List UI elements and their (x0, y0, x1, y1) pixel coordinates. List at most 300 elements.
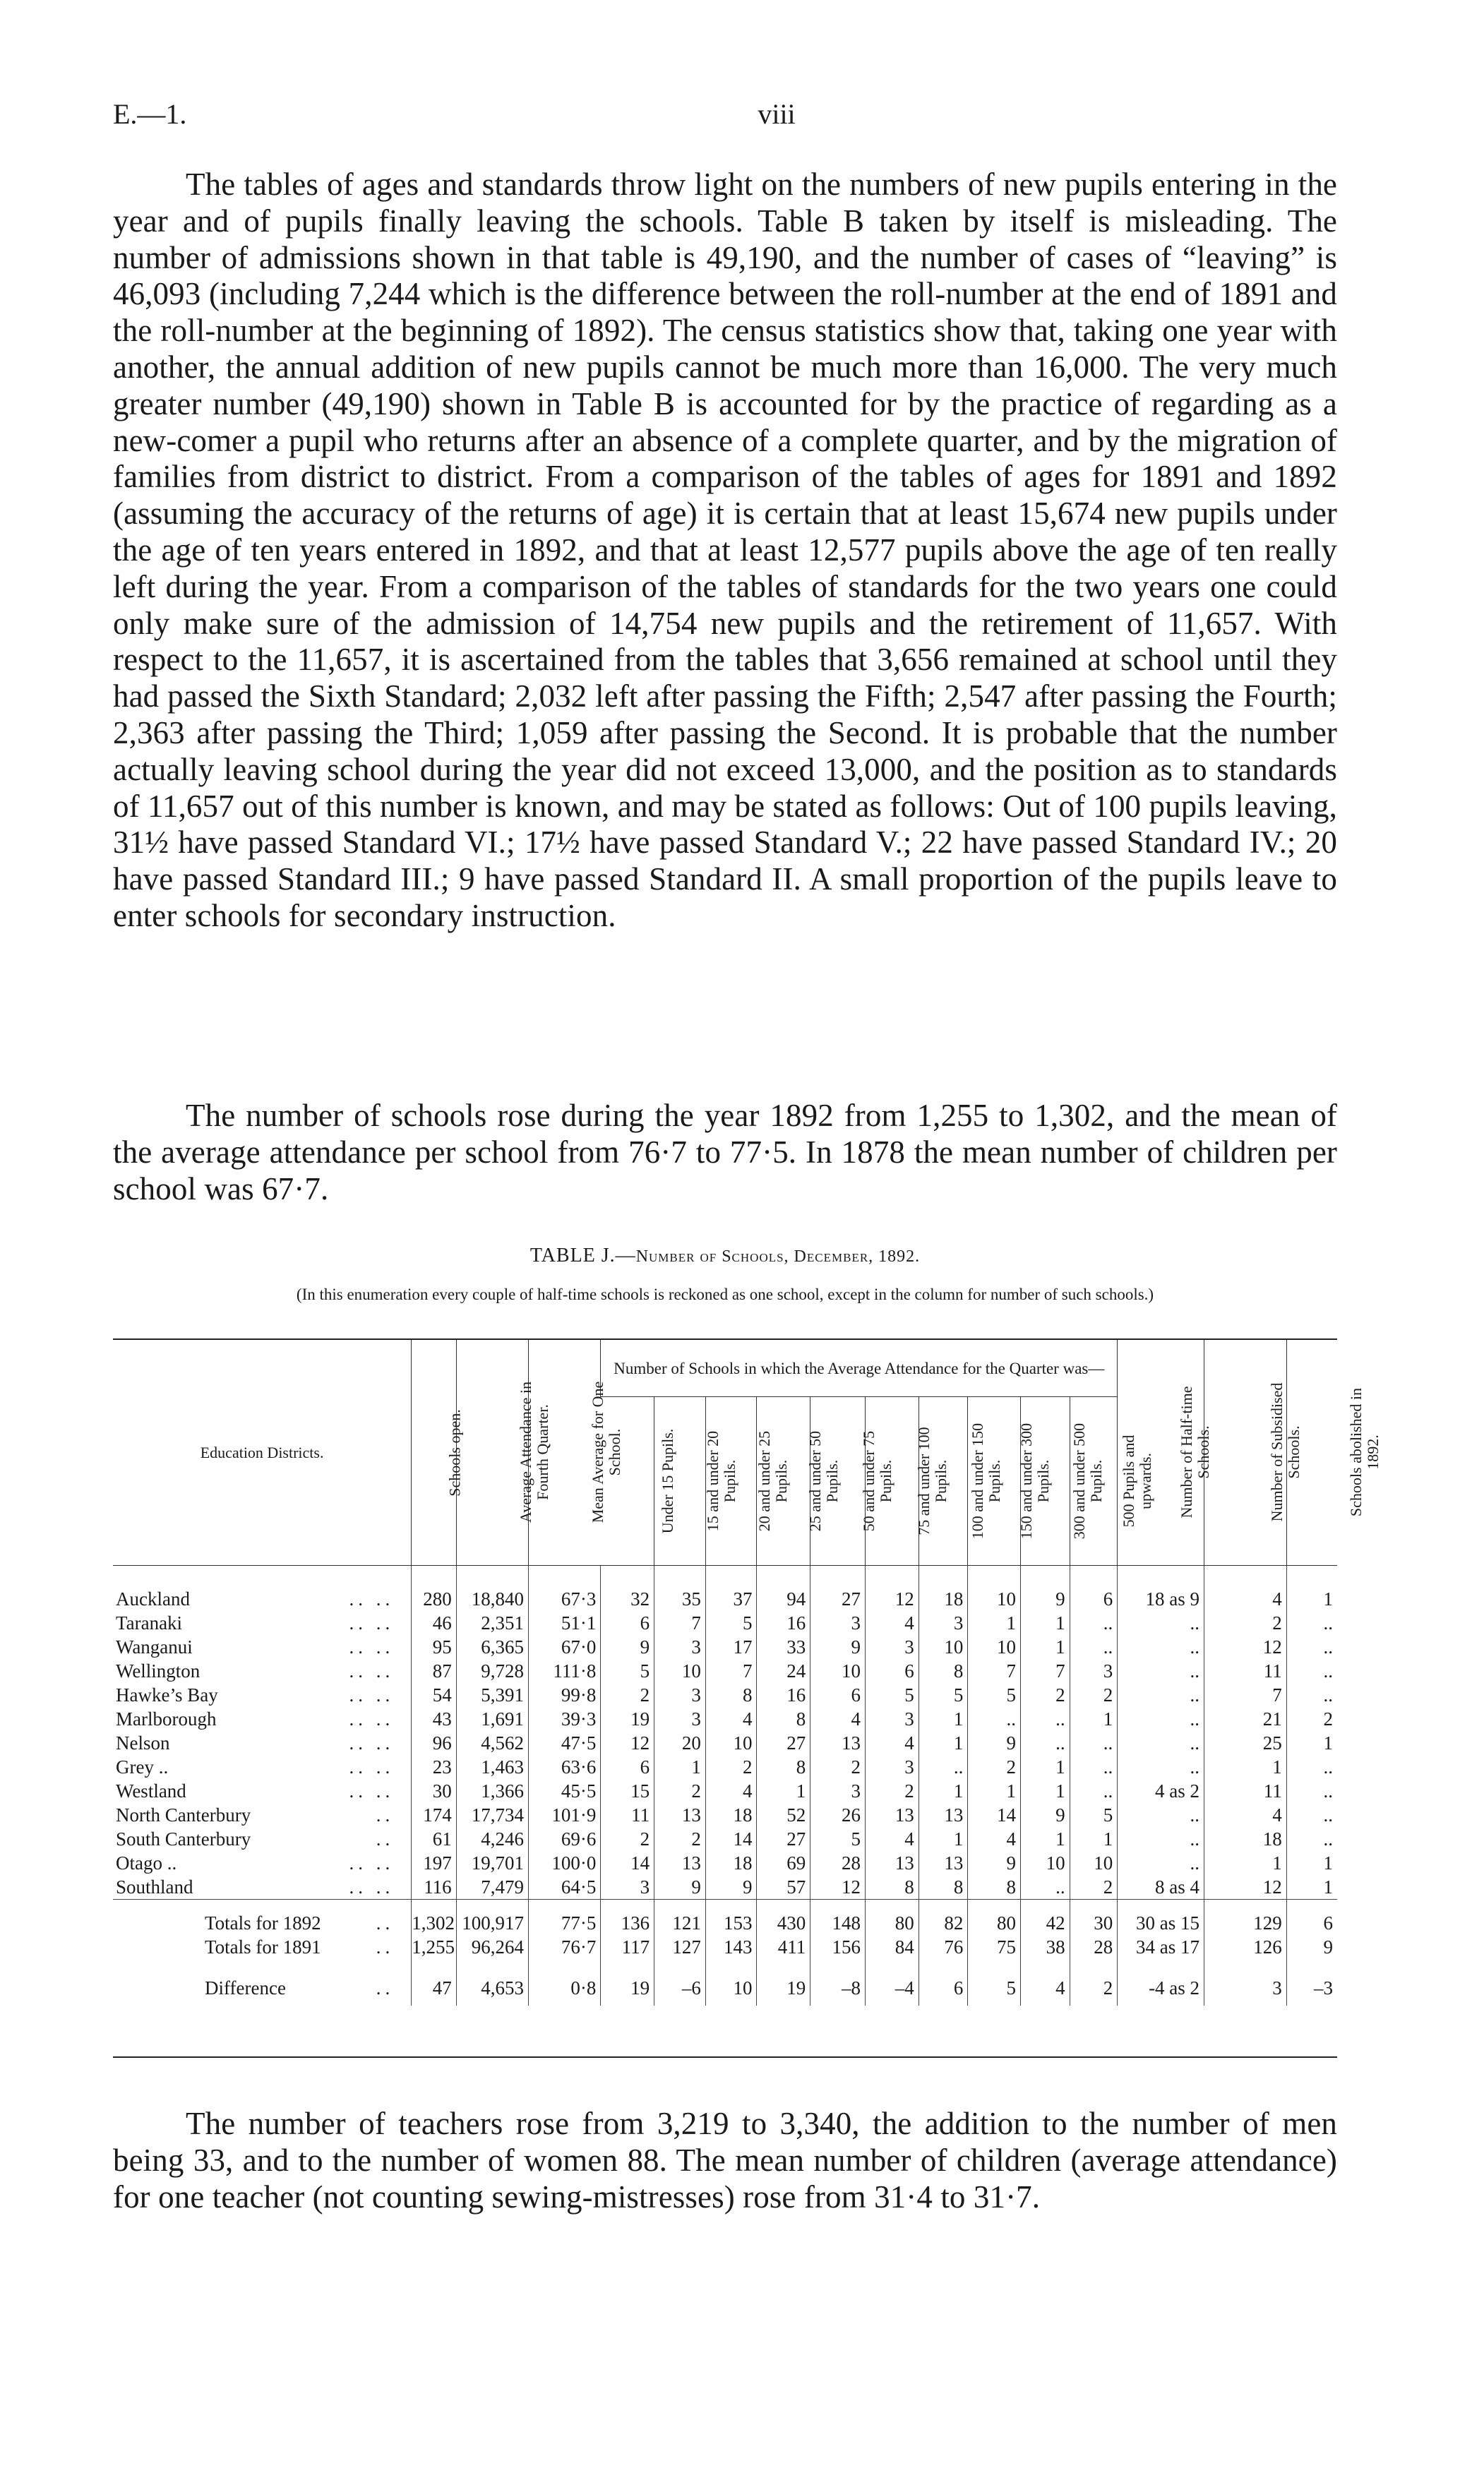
table-cell: 24 (757, 1659, 810, 1683)
table-cell: .. (1286, 1803, 1337, 1827)
table-cell: 2 (601, 1827, 654, 1851)
table-cell: 19,701 (456, 1851, 528, 1875)
table-cell: 8 (918, 1659, 968, 1683)
table-cell: 96 (412, 1731, 456, 1755)
table-cell: 2 (1204, 1611, 1287, 1635)
table-cell: 67·3 (529, 1587, 601, 1611)
table-cell: 10 (705, 1970, 757, 2006)
table-cell: .. (1118, 1851, 1204, 1875)
row-label: Nelson (116, 1732, 170, 1754)
table-cell: 19 (757, 1970, 810, 2006)
table-cell: 1 (918, 1827, 968, 1851)
table-cell: 2 (705, 1755, 757, 1779)
table-cell: .. (1286, 1611, 1337, 1635)
table-cell: 10 (705, 1731, 757, 1755)
row-label: Auckland (116, 1588, 190, 1610)
header-attendance-group: Number of Schools in which the Average Attendance for the Quarter was— (601, 1340, 1118, 1397)
table-cell: 38 (1021, 1935, 1070, 1959)
table-cell: 96,264 (456, 1935, 528, 1959)
table-cell: 11 (601, 1803, 654, 1827)
table-cell: 77·5 (529, 1911, 601, 1935)
table-cell: 82 (918, 1911, 968, 1935)
table-cell: 3 (866, 1755, 919, 1779)
header-under-15: Under 15 Pupils. (601, 1397, 654, 1566)
row-label: Otago .. (116, 1852, 177, 1874)
table-note: (In this enumeration every couple of half-time schools is reckoned as one school, except in the column for number of such schools.) (296, 1286, 1154, 1303)
district-name (113, 1731, 412, 1755)
table-cell: 3 (866, 1635, 919, 1659)
table-cell: 8 as 4 (1118, 1875, 1204, 1900)
table-row (113, 1659, 1337, 1683)
table-cell: 174 (412, 1803, 456, 1827)
table-cell: 9,728 (456, 1659, 528, 1683)
row-label: South Canterbury (116, 1828, 251, 1850)
table-cell: 63·6 (529, 1755, 601, 1779)
header-schools-open: Schools open. (412, 1340, 456, 1566)
table-cell: 1,302 (412, 1911, 456, 1935)
table-cell: 9 (810, 1635, 866, 1659)
table-cell: 12 (810, 1875, 866, 1900)
leader-dots: .. .. (349, 1732, 395, 1754)
table-cell: .. (1286, 1827, 1337, 1851)
table-cell: .. (1118, 1635, 1204, 1659)
table-caption-prefix: TABLE J.— (529, 1245, 636, 1266)
table-cell: 17,734 (456, 1803, 528, 1827)
spacer-row (113, 1959, 1337, 1970)
table-cell: 111·8 (529, 1659, 601, 1683)
spacer-row (113, 1900, 1337, 1912)
table-cell: 4 (1204, 1803, 1287, 1827)
table-bottom-rule (113, 2056, 1337, 2058)
leader-dots: .. .. (349, 1780, 395, 1802)
table-cell: 3 (654, 1707, 706, 1731)
table-cell: 11 (1204, 1659, 1287, 1683)
table-cell: 430 (757, 1911, 810, 1935)
table-cell: 28 (1070, 1935, 1118, 1959)
table-cell: 13 (918, 1803, 968, 1827)
table-cell: 10 (968, 1635, 1021, 1659)
header-subsidised-schools: Number of Subsidised Schools. (1204, 1340, 1287, 1566)
table-cell: .. (1070, 1779, 1118, 1803)
table-cell: .. (1070, 1611, 1118, 1635)
table-cell: 4 (705, 1779, 757, 1803)
table-cell: 4 (810, 1707, 866, 1731)
table-cell: 10 (810, 1659, 866, 1683)
table-cell: 10 (918, 1635, 968, 1659)
header-50-75: 50 and under 75 Pupils. (810, 1397, 866, 1566)
header-100-150: 100 and under 150 Pupils. (918, 1397, 968, 1566)
table-cell: 5 (866, 1683, 919, 1707)
table-cell: 4 (1204, 1587, 1287, 1611)
table-cell: 30 as 15 (1118, 1911, 1204, 1935)
table-cell: .. (1286, 1683, 1337, 1707)
table-caption (113, 1245, 1337, 1267)
district-name (113, 1683, 412, 1707)
table-cell: 9 (1286, 1935, 1337, 1959)
table-row (113, 1755, 1337, 1779)
table-cell: 18 (1204, 1827, 1287, 1851)
district-name (113, 1970, 412, 2006)
district-name (113, 1827, 412, 1851)
table-cell: 21 (1204, 1707, 1287, 1731)
table-cell: 45·5 (529, 1779, 601, 1803)
table-cell: 4 (1021, 1970, 1070, 2006)
table-cell: 37 (705, 1587, 757, 1611)
table-cell: 14 (968, 1803, 1021, 1827)
table-cell: 5 (601, 1659, 654, 1683)
row-label: Totals for 1891 (205, 1936, 321, 1958)
table-cell: 1 (1286, 1731, 1337, 1755)
table-cell: 18 as 9 (1118, 1587, 1204, 1611)
totals-row (113, 1935, 1337, 1959)
table-cell: -4 as 2 (1118, 1970, 1204, 2006)
table-cell: 2 (654, 1779, 706, 1803)
table-row (113, 1875, 1337, 1900)
table-cell: 100·0 (529, 1851, 601, 1875)
district-name (113, 1779, 412, 1803)
table-cell: 46 (412, 1611, 456, 1635)
leader-dots: .. .. (349, 1684, 395, 1706)
table-cell: 3 (918, 1611, 968, 1635)
table-cell: 1 (1286, 1875, 1337, 1900)
table-cell: .. (918, 1755, 968, 1779)
table-cell: 57 (757, 1875, 810, 1900)
table-cell: 2 (654, 1827, 706, 1851)
table-cell: 84 (866, 1935, 919, 1959)
table-cell: 10 (968, 1587, 1021, 1611)
table-row (113, 1635, 1337, 1659)
table-cell: 1 (1021, 1779, 1070, 1803)
leader-dots: .. (376, 1936, 395, 1958)
table-cell: 1 (1286, 1587, 1337, 1611)
table-cell: 39·3 (529, 1707, 601, 1731)
table-cell: 1 (757, 1779, 810, 1803)
table-row (113, 1851, 1337, 1875)
table-cell: 80 (968, 1911, 1021, 1935)
table-cell: 35 (654, 1587, 706, 1611)
table-cell: 76·7 (529, 1935, 601, 1959)
table-cell: 8 (918, 1875, 968, 1900)
table-cell: 26 (810, 1803, 866, 1827)
table-cell: 76 (918, 1935, 968, 1959)
table-cell: .. (1118, 1827, 1204, 1851)
table-cell: 67·0 (529, 1635, 601, 1659)
table-cell: .. (1286, 1659, 1337, 1683)
table-cell: 20 (654, 1731, 706, 1755)
district-name (113, 1611, 412, 1635)
table-cell: 156 (810, 1935, 866, 1959)
table-cell: 5 (1070, 1803, 1118, 1827)
table-cell: 61 (412, 1827, 456, 1851)
table-cell: 1 (968, 1779, 1021, 1803)
table-cell: 3 (810, 1779, 866, 1803)
page-header (113, 97, 1334, 140)
table-cell: 4 as 2 (1118, 1779, 1204, 1803)
table-cell: 1 (1070, 1827, 1118, 1851)
table-row (113, 1683, 1337, 1707)
table-cell: 9 (968, 1851, 1021, 1875)
header-half-time-schools: Number of Half-time Schools. (1118, 1340, 1204, 1566)
header-500-upwards: 500 Pupils and upwards. (1070, 1397, 1118, 1566)
table-cell: .. (1118, 1707, 1204, 1731)
table-cell: .. (1286, 1779, 1337, 1803)
table-cell: 2 (1070, 1970, 1118, 2006)
row-label: Difference (205, 1977, 286, 1999)
table-cell: 8 (757, 1755, 810, 1779)
table-cell: 94 (757, 1587, 810, 1611)
table-cell: 1 (1021, 1635, 1070, 1659)
row-label: Westland (116, 1780, 186, 1802)
table-cell: 12 (866, 1587, 919, 1611)
table-cell: 1 (1021, 1827, 1070, 1851)
table-cell: 9 (968, 1731, 1021, 1755)
table-cell: 5 (968, 1683, 1021, 1707)
district-rows (113, 1566, 1337, 1900)
row-label: Grey .. (116, 1756, 169, 1778)
table-cell: 15 (601, 1779, 654, 1803)
document-code: E.—1. (113, 98, 187, 130)
table-cell: 6 (601, 1611, 654, 1635)
paragraph-number-of-teachers: The number of teachers rose from 3,219 to 3,340, the addition to the number of men being 33, and to the number of women 88. The mean number of children (average attendance) for one teacher (not counting sewing-mistresses) rose from 31·4 to 31·7. (113, 2106, 1337, 2215)
table-caption-title: Number of Schools, December, 1892. (635, 1247, 921, 1266)
leader-dots: .. .. (349, 1660, 395, 1682)
table-cell: 13 (866, 1803, 919, 1827)
table-cell: 3 (654, 1635, 706, 1659)
table-cell: 11 (1204, 1779, 1287, 1803)
table-cell: 30 (1070, 1911, 1118, 1935)
table-cell: 13 (654, 1803, 706, 1827)
table-cell: 117 (601, 1935, 654, 1959)
table-cell: 51·1 (529, 1611, 601, 1635)
table-cell: 8 (866, 1875, 919, 1900)
table-cell: 28 (810, 1851, 866, 1875)
table-cell: .. (1118, 1659, 1204, 1683)
table-header-row (113, 1340, 1337, 1397)
leader-dots: .. .. (349, 1852, 395, 1874)
table-cell: .. (1021, 1731, 1070, 1755)
table-cell: 4 (705, 1707, 757, 1731)
row-label: Hawke’s Bay (116, 1684, 218, 1706)
table-cell: 95 (412, 1635, 456, 1659)
table-cell: 19 (601, 1970, 654, 2006)
table-cell: 7 (1021, 1659, 1070, 1683)
table-cell: 1,255 (412, 1935, 456, 1959)
difference-row (113, 1970, 1337, 2006)
district-name (113, 1911, 412, 1935)
table-cell: 7 (1204, 1683, 1287, 1707)
header-education-districts: Education Districts. (113, 1340, 412, 1566)
totals-row (113, 1911, 1337, 1935)
table-cell: 6 (1070, 1587, 1118, 1611)
table-cell: 52 (757, 1803, 810, 1827)
table-cell: 18 (918, 1587, 968, 1611)
row-label: Southland (116, 1876, 193, 1898)
table-cell: .. (1118, 1611, 1204, 1635)
table-cell: 34 as 17 (1118, 1935, 1204, 1959)
row-label: Taranaki (116, 1612, 183, 1634)
table-cell: 1 (1070, 1707, 1118, 1731)
header-mean-average: Mean Average for One School. (529, 1340, 601, 1566)
leader-dots: .. .. (349, 1612, 395, 1634)
district-name (113, 1707, 412, 1731)
table-cell: 121 (654, 1911, 706, 1935)
table-cell: .. (1070, 1635, 1118, 1659)
district-name (113, 1659, 412, 1683)
table-cell: 6 (866, 1659, 919, 1683)
table-cell: 7 (654, 1611, 706, 1635)
table-cell: 13 (810, 1731, 866, 1755)
table-cell: 143 (705, 1935, 757, 1959)
table-row (113, 1779, 1337, 1803)
table-cell: 17 (705, 1635, 757, 1659)
table-cell: 2 (1286, 1707, 1337, 1731)
table-row (113, 1731, 1337, 1755)
table-cell: 4 (968, 1827, 1021, 1851)
table-cell: 6 (918, 1970, 968, 2006)
table-row (113, 1803, 1337, 1827)
table-cell: 5 (918, 1683, 968, 1707)
table-cell: 6 (1286, 1911, 1337, 1935)
leader-dots: .. (376, 1804, 395, 1826)
table-cell: 4,653 (456, 1970, 528, 2006)
table-cell: 64·5 (529, 1875, 601, 1900)
table-cell: 33 (757, 1635, 810, 1659)
table-cell: 30 (412, 1779, 456, 1803)
table-cell: 4 (866, 1731, 919, 1755)
table-cell: 14 (601, 1851, 654, 1875)
table-cell: 19 (601, 1707, 654, 1731)
table-cell: 5,391 (456, 1683, 528, 1707)
table-cell: 1 (1204, 1755, 1287, 1779)
table-cell: 1 (1021, 1611, 1070, 1635)
table-cell: 136 (601, 1911, 654, 1935)
table-cell: 14 (705, 1827, 757, 1851)
table-cell: 27 (757, 1731, 810, 1755)
leader-dots: .. .. (349, 1756, 395, 1778)
table-cell: 16 (757, 1683, 810, 1707)
leader-dots: .. .. (349, 1876, 395, 1898)
table-cell: 9 (1021, 1803, 1070, 1827)
table-cell: 1 (654, 1755, 706, 1779)
schools-table (113, 1340, 1382, 2006)
table-cell: 153 (705, 1911, 757, 1935)
table-cell: 6,365 (456, 1635, 528, 1659)
table-cell: 32 (601, 1587, 654, 1611)
paragraph-number-of-schools: The number of schools rose during the year 1892 from 1,255 to 1,302, and the mean of the average attendance per school from 76·7 to 77·5. In 1878 the mean number of children per school was 67·7. (113, 1098, 1337, 1206)
table-cell: 127 (654, 1935, 706, 1959)
table-cell: –4 (866, 1970, 919, 2006)
table-cell: 6 (810, 1683, 866, 1707)
table-cell: 69·6 (529, 1827, 601, 1851)
table-cell: .. (1021, 1875, 1070, 1900)
table-cell: 3 (1070, 1659, 1118, 1683)
paragraph-pupils-entering-leaving: The tables of ages and standards throw light on the numbers of new pupils entering in the year and of pupils finally leaving the schools. Table B taken by itself is misleading. The number of admissions shown in that table is 49,190, and the number of cases of “leaving” is 46,093 (including 7,244 which is the difference between the roll-number at the end of 1891 and the roll-number at the beginning of 1892). The census statistics show that, taking one year with another, the annual addition of new pupils cannot be much more than 16,000. The very much greater number (49,190) shown in Table B is accounted for by the practice of regarding as a new-comer a pupil who returns after an absence of a complete quarter, and by the migration of families from district to district. From a comparison of the tables of ages for 1891 and 1892 (assuming the accuracy of the returns of age) it is certain that at least 15,674 new pupils under the age of ten years entered in 1892, and that at least 12,577 pupils above the age of ten really left during the year. From a comparison of the tables of standards for the two years one could only make sure of the admission of 14,754 new pupils and the retirement of 11,657. With respect to the 11,657, it is ascertained from the tables that 3,656 remained at school until they had passed the Sixth Standard; 2,032 left after passing the Fifth; 2,547 after passing the Fourth; 2,363 after passing the Third; 1,059 after passing the Second. It is probable that the number actually leaving school during the year did not exceed 13,000, and the position as to standards of 11,657 out of this number is known, and may be stated as follows: Out of 100 pupils leaving, 31½ have passed Standard VI.; 17½ have passed Standard V.; 22 have passed Standard IV.; 20 have passed Standard III.; 9 have passed Standard II. A small proportion of the pupils leave to enter schools for secondary instruction. (113, 167, 1337, 933)
table-cell: 2 (601, 1683, 654, 1707)
table-cell: 69 (757, 1851, 810, 1875)
table-cell: .. (1118, 1755, 1204, 1779)
leader-dots: .. (376, 1828, 395, 1850)
table-cell: 13 (654, 1851, 706, 1875)
table-cell: .. (1021, 1707, 1070, 1731)
table-cell: 16 (757, 1611, 810, 1635)
row-label: Totals for 1892 (205, 1912, 321, 1934)
table-cell: .. (1118, 1731, 1204, 1755)
table-cell: 8 (705, 1683, 757, 1707)
header-schools-abolished: Schools abolished in 1892. (1286, 1340, 1337, 1566)
table-cell: 2 (1070, 1875, 1118, 1900)
table-cell: 2,351 (456, 1611, 528, 1635)
table-cell: 10 (1070, 1851, 1118, 1875)
leader-dots: .. (376, 1977, 395, 1999)
table-cell: 1 (1021, 1755, 1070, 1779)
header-25-50: 25 and under 50 Pupils. (757, 1397, 810, 1566)
table-cell: –6 (654, 1970, 706, 2006)
table-cell: 1,691 (456, 1707, 528, 1731)
header-150-300: 150 and under 300 Pupils. (968, 1397, 1021, 1566)
table-cell: 10 (1021, 1851, 1070, 1875)
table-cell: 99·8 (529, 1683, 601, 1707)
table-cell: 148 (810, 1911, 866, 1935)
spacer-row (113, 1566, 1337, 1588)
table-cell: 47 (412, 1970, 456, 2006)
table-cell: 2 (1070, 1683, 1118, 1707)
row-label: Wanganui (116, 1636, 193, 1658)
table-cell: 12 (601, 1731, 654, 1755)
table-cell: 100,917 (456, 1911, 528, 1935)
table-cell: 4 (866, 1827, 919, 1851)
district-name (113, 1851, 412, 1875)
table-cell: –8 (810, 1970, 866, 2006)
table-cell: 18,840 (456, 1587, 528, 1611)
table-cell: 1 (1286, 1851, 1337, 1875)
row-label: Marlborough (116, 1708, 217, 1730)
district-name (113, 1635, 412, 1659)
table-cell: 75 (968, 1935, 1021, 1959)
table-cell: 2 (810, 1755, 866, 1779)
table-cell: 8 (757, 1707, 810, 1731)
table-cell: 54 (412, 1683, 456, 1707)
table-cell: 1 (918, 1779, 968, 1803)
table-cell: 280 (412, 1587, 456, 1611)
table-cell: 27 (757, 1827, 810, 1851)
table-cell: 2 (968, 1755, 1021, 1779)
table-cell: 1,366 (456, 1779, 528, 1803)
table-cell: .. (1286, 1755, 1337, 1779)
table-cell: 9 (705, 1875, 757, 1900)
table-cell: 9 (654, 1875, 706, 1900)
table-cell: 7 (705, 1659, 757, 1683)
row-label: North Canterbury (116, 1804, 251, 1826)
header-average-attendance: Average Attendance in Fourth Quarter. (456, 1340, 528, 1566)
header-75-100: 75 and under 100 Pupils. (866, 1397, 919, 1566)
table-row (113, 1611, 1337, 1635)
table-cell: 42 (1021, 1911, 1070, 1935)
row-label: Wellington (116, 1660, 201, 1682)
table-cell: 5 (810, 1827, 866, 1851)
table-cell: 12 (1204, 1635, 1287, 1659)
table-cell: 3 (654, 1683, 706, 1707)
table-cell: 27 (810, 1587, 866, 1611)
table-cell: 3 (1204, 1970, 1287, 2006)
table-cell: 47·5 (529, 1731, 601, 1755)
leader-dots: .. .. (349, 1636, 395, 1658)
table-cell: .. (968, 1707, 1021, 1731)
table-cell: 5 (705, 1611, 757, 1635)
header-15-20: 15 and under 20 Pupils. (654, 1397, 706, 1566)
table-row (113, 1587, 1337, 1611)
leader-dots: .. .. (349, 1588, 395, 1610)
header-300-500: 300 and under 500 Pupils. (1021, 1397, 1070, 1566)
